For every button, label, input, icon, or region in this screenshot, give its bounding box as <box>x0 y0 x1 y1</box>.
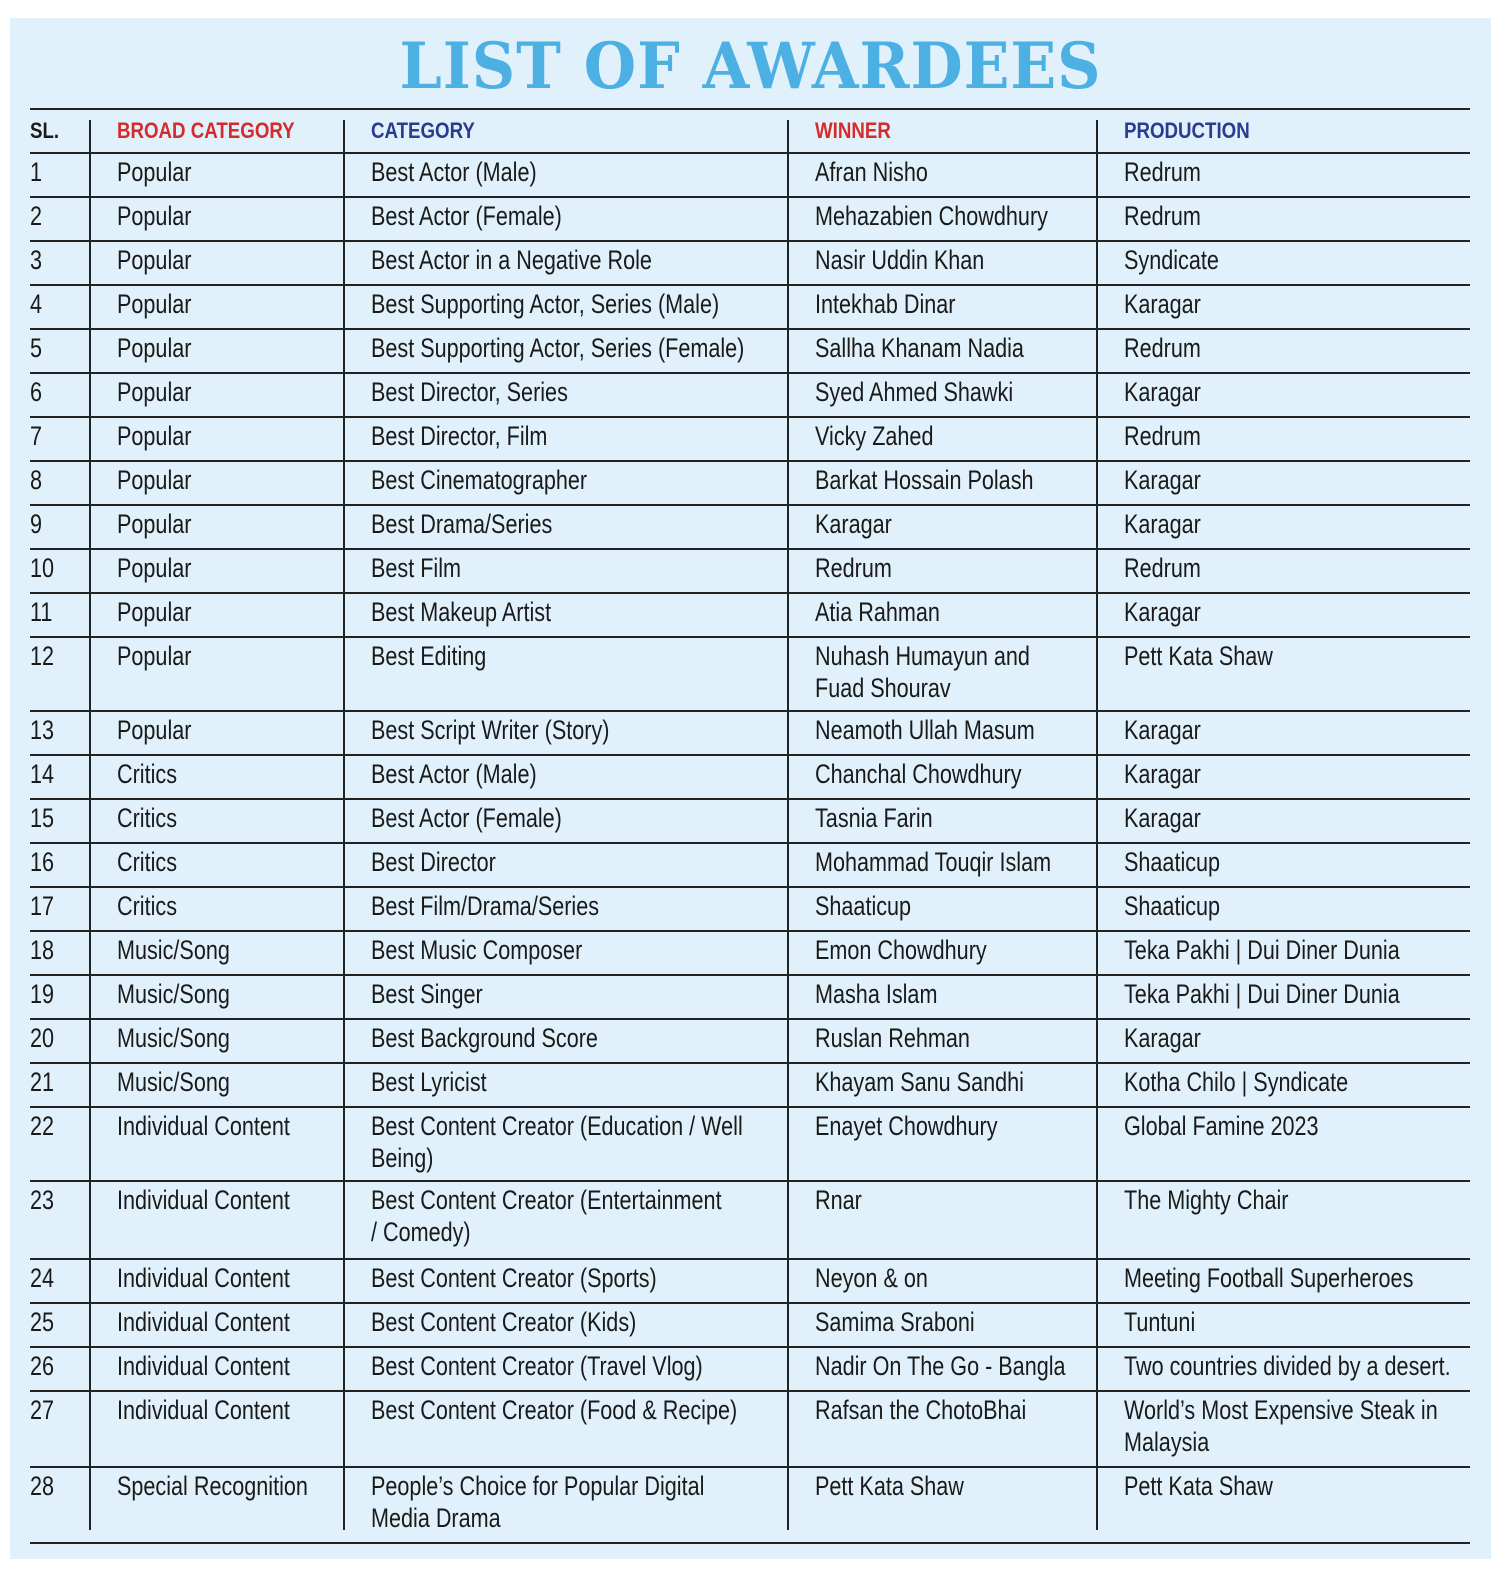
cell-production <box>1124 596 1201 628</box>
cell-category <box>371 376 568 408</box>
cell-production <box>1124 508 1201 540</box>
cell-line: Best Background Score <box>371 1023 598 1053</box>
cell-winner <box>815 464 1034 496</box>
cell-broad: Music/Song <box>117 1067 230 1097</box>
cell-line: Best Actor in a Negative Role <box>371 245 652 275</box>
cell-line: Best Editing <box>371 641 487 671</box>
cell-line: Karagar <box>1124 465 1201 495</box>
table-row <box>30 372 1470 416</box>
cell-winner <box>815 552 892 584</box>
cell-sl: 9 <box>30 509 43 539</box>
cell-production <box>1124 1306 1195 1338</box>
cell-line: Rnar <box>815 1185 862 1215</box>
cell-production <box>1124 714 1201 746</box>
cell-winner <box>815 890 911 922</box>
cell-broad: Popular <box>117 333 192 363</box>
cell-line: Teka Pakhi | Dui Diner Dunia <box>1124 935 1400 965</box>
cell-line: Best Drama/Series <box>371 509 553 539</box>
table-row <box>30 636 1470 710</box>
cell-line: Best Lyricist <box>371 1067 487 1097</box>
cell-line: Best Content Creator (Sports) <box>371 1263 657 1293</box>
cell-production <box>1124 332 1201 364</box>
cell-sl: 23 <box>30 1185 55 1215</box>
cell-broad: Popular <box>117 201 192 231</box>
cell-winner <box>815 200 1048 232</box>
cell-line: Neyon & on <box>815 1263 928 1293</box>
cell-line: Syed Ahmed Shawki <box>815 377 1014 407</box>
cell-production <box>1124 1470 1273 1502</box>
table-row <box>30 460 1470 504</box>
table-row <box>30 1106 1470 1180</box>
header-broad-category: BROAD CATEGORY <box>117 118 295 143</box>
table-row <box>30 1018 1470 1062</box>
cell-category <box>371 596 551 628</box>
cell-line: Syndicate <box>1124 245 1219 275</box>
cell-line: Best Director, Series <box>371 377 568 407</box>
cell-sl: 2 <box>30 201 43 231</box>
cell-line: Best Music Composer <box>371 935 583 965</box>
cell-production <box>1124 420 1201 452</box>
cell-sl: 18 <box>30 935 55 965</box>
cell-line: Redrum <box>1124 421 1201 451</box>
table-row <box>30 842 1470 886</box>
cell-winner <box>815 376 1013 408</box>
cell-sl: 20 <box>30 1023 55 1053</box>
cell-line: / Comedy) <box>371 1217 471 1247</box>
cell-broad: Critics <box>117 847 177 877</box>
cell-production <box>1124 1262 1413 1294</box>
table-row <box>30 240 1470 284</box>
cell-winner <box>815 1110 998 1142</box>
cell-broad: Popular <box>117 421 192 451</box>
cell-sl: 16 <box>30 847 55 877</box>
table-row <box>30 930 1470 974</box>
header-category: CATEGORY <box>371 118 475 143</box>
cell-line: Tuntuni <box>1124 1307 1196 1337</box>
table-row <box>30 1346 1470 1390</box>
cell-line: Malaysia <box>1124 1427 1210 1457</box>
cell-line: Best Actor (Female) <box>371 803 562 833</box>
cell-line: Khayam Sanu Sandhi <box>815 1067 1024 1097</box>
table-row <box>30 974 1470 1018</box>
cell-line: World’s Most Expensive Steak in <box>1124 1395 1438 1425</box>
cell-winner <box>815 420 933 452</box>
cell-broad: Popular <box>117 597 192 627</box>
cell-category <box>371 802 562 834</box>
cell-sl: 25 <box>30 1307 55 1337</box>
cell-production <box>1124 1184 1288 1216</box>
cell-production <box>1124 1066 1348 1098</box>
column-separator <box>787 120 789 1530</box>
cell-winner <box>815 1066 1024 1098</box>
table-row <box>30 1062 1470 1106</box>
cell-line: Global Famine 2023 <box>1124 1111 1319 1141</box>
cell-winner <box>815 978 937 1010</box>
cell-line: Tasnia Farin <box>815 803 933 833</box>
awardees-panel <box>10 18 1491 1559</box>
cell-category <box>371 332 744 364</box>
cell-winner <box>815 288 955 320</box>
cell-production <box>1124 200 1201 232</box>
cell-production <box>1124 376 1201 408</box>
table-row <box>30 754 1470 798</box>
cell-broad: Individual Content <box>117 1351 290 1381</box>
cell-broad: Music/Song <box>117 935 230 965</box>
cell-line: Barkat Hossain Polash <box>815 465 1034 495</box>
cell-line: Redrum <box>1124 553 1201 583</box>
cell-line: Enayet Chowdhury <box>815 1111 998 1141</box>
cell-line: Redrum <box>815 553 892 583</box>
cell-production <box>1124 640 1273 672</box>
cell-production <box>1124 156 1201 188</box>
cell-winner <box>815 1350 1066 1382</box>
cell-sl: 1 <box>30 157 43 187</box>
cell-line: Media Drama <box>371 1503 501 1533</box>
column-separator <box>1096 120 1098 1530</box>
cell-category <box>371 758 537 790</box>
cell-category <box>371 156 537 188</box>
cell-category <box>371 1022 598 1054</box>
header-production: PRODUCTION <box>1124 118 1250 143</box>
cell-line: Best Supporting Actor, Series (Male) <box>371 289 720 319</box>
cell-category <box>371 288 719 320</box>
cell-category <box>371 508 552 540</box>
column-separator <box>89 120 91 1530</box>
cell-sl: 10 <box>30 553 55 583</box>
cell-line: Masha Islam <box>815 979 938 1009</box>
cell-category <box>371 464 587 496</box>
cell-broad: Popular <box>117 553 192 583</box>
cell-sl: 3 <box>30 245 43 275</box>
column-separator <box>343 120 345 1530</box>
cell-production <box>1124 890 1220 922</box>
cell-line: Best Content Creator (Kids) <box>371 1307 637 1337</box>
cell-production <box>1124 934 1400 966</box>
cell-winner <box>815 1184 862 1216</box>
cell-line: Shaaticup <box>815 891 912 921</box>
cell-broad: Popular <box>117 245 192 275</box>
cell-sl: 6 <box>30 377 43 407</box>
cell-line: Karagar <box>1124 715 1201 745</box>
cell-line: Best Film/Drama/Series <box>371 891 600 921</box>
cell-winner <box>815 802 933 834</box>
cell-broad: Individual Content <box>117 1263 290 1293</box>
cell-category <box>371 420 547 452</box>
cell-broad: Popular <box>117 157 192 187</box>
cell-production <box>1124 244 1219 276</box>
cell-sl: 5 <box>30 333 43 363</box>
cell-line: Best Supporting Actor, Series (Female) <box>371 333 745 363</box>
cell-winner <box>815 846 1051 878</box>
cell-category <box>371 1066 487 1098</box>
cell-winner <box>815 156 928 188</box>
cell-line: Samima Sraboni <box>815 1307 975 1337</box>
cell-winner <box>815 714 1035 746</box>
cell-line: Best Actor (Male) <box>371 157 537 187</box>
cell-line: Meeting Football Superheroes <box>1124 1263 1414 1293</box>
table-row <box>30 886 1470 930</box>
cell-sl: 4 <box>30 289 43 319</box>
cell-production <box>1124 1110 1319 1142</box>
cell-line: Neamoth Ullah Masum <box>815 715 1035 745</box>
cell-broad: Individual Content <box>117 1185 290 1215</box>
cell-broad: Music/Song <box>117 979 230 1009</box>
cell-sl: 11 <box>30 597 53 627</box>
table-row <box>30 592 1470 636</box>
table-row <box>30 1258 1470 1302</box>
cell-line: Best Content Creator (Entertainment <box>371 1185 722 1215</box>
cell-broad: Popular <box>117 715 192 745</box>
cell-line: Best Actor (Male) <box>371 759 537 789</box>
table-row <box>30 284 1470 328</box>
cell-line: Best Singer <box>371 979 483 1009</box>
cell-line: Redrum <box>1124 157 1201 187</box>
cell-line: Mehazabien Chowdhury <box>815 201 1048 231</box>
cell-line: Atia Rahman <box>815 597 940 627</box>
cell-category <box>371 1306 636 1338</box>
cell-category <box>371 1110 743 1174</box>
table-row <box>30 1180 1470 1258</box>
cell-line: Best Script Writer (Story) <box>371 715 610 745</box>
cell-line: Karagar <box>1124 803 1201 833</box>
cell-production <box>1124 552 1201 584</box>
cell-line: Intekhab Dinar <box>815 289 956 319</box>
cell-winner <box>815 332 1024 364</box>
cell-line: Afran Nisho <box>815 157 928 187</box>
cell-category <box>371 640 486 672</box>
table-row <box>30 798 1470 842</box>
cell-sl: 15 <box>30 803 55 833</box>
cell-line: Pett Kata Shaw <box>1124 1471 1273 1501</box>
cell-line: Redrum <box>1124 333 1201 363</box>
cell-line: Fuad Shourav <box>815 673 951 703</box>
cell-winner <box>815 1394 1026 1426</box>
cell-broad: Critics <box>117 759 177 789</box>
cell-production <box>1124 464 1201 496</box>
cell-line: The Mighty Chair <box>1124 1185 1289 1215</box>
cell-sl: 14 <box>30 759 55 789</box>
cell-line: Pett Kata Shaw <box>1124 641 1273 671</box>
cell-winner <box>815 1022 970 1054</box>
cell-line: Shaaticup <box>1124 891 1221 921</box>
cell-broad: Special Recognition <box>117 1471 308 1501</box>
cell-sl: 26 <box>30 1351 55 1381</box>
header-sl: SL. <box>30 118 60 143</box>
cell-broad: Individual Content <box>117 1395 290 1425</box>
cell-line: Best Content Creator (Education / Well <box>371 1111 743 1141</box>
cell-line: Nadir On The Go - Bangla <box>815 1351 1066 1381</box>
cell-production <box>1124 1350 1451 1382</box>
cell-line: Karagar <box>1124 509 1201 539</box>
cell-sl: 7 <box>30 421 43 451</box>
cell-sl: 21 <box>30 1067 55 1097</box>
cell-production <box>1124 978 1400 1010</box>
cell-line: Mohammad Touqir Islam <box>815 847 1052 877</box>
table-row <box>30 416 1470 460</box>
table-row <box>30 548 1470 592</box>
cell-line: Best Content Creator (Travel Vlog) <box>371 1351 703 1381</box>
cell-category <box>371 714 609 746</box>
cell-production <box>1124 1022 1201 1054</box>
cell-broad: Popular <box>117 465 192 495</box>
cell-line: Karagar <box>1124 597 1201 627</box>
cell-line: Shaaticup <box>1124 847 1221 877</box>
cell-broad: Critics <box>117 891 177 921</box>
cell-sl: 28 <box>30 1471 55 1501</box>
cell-sl: 27 <box>30 1395 55 1425</box>
cell-sl: 12 <box>30 641 55 671</box>
cell-line: Best Content Creator (Food & Recipe) <box>371 1395 738 1425</box>
table-row <box>30 710 1470 754</box>
cell-line: People’s Choice for Popular Digital <box>371 1471 705 1501</box>
cell-category <box>371 1470 704 1534</box>
cell-winner <box>815 1262 928 1294</box>
cell-broad: Individual Content <box>117 1307 290 1337</box>
cell-broad: Critics <box>117 803 177 833</box>
cell-winner <box>815 640 1030 704</box>
cell-winner <box>815 758 1022 790</box>
cell-winner <box>815 1470 964 1502</box>
cell-line: Ruslan Rehman <box>815 1023 970 1053</box>
cell-broad: Popular <box>117 641 192 671</box>
header-winner: WINNER <box>815 118 891 143</box>
cell-category <box>371 846 496 878</box>
row-rule <box>30 1542 1470 1544</box>
cell-line: Best Film <box>371 553 462 583</box>
cell-line: Rafsan the ChotoBhai <box>815 1395 1027 1425</box>
table-row <box>30 328 1470 372</box>
cell-line: Karagar <box>1124 289 1201 319</box>
cell-broad: Popular <box>117 509 192 539</box>
cell-broad: Popular <box>117 377 192 407</box>
cell-sl: 19 <box>30 979 55 1009</box>
cell-winner <box>815 596 940 628</box>
cell-production <box>1124 802 1201 834</box>
cell-category <box>371 1262 657 1294</box>
cell-line: Redrum <box>1124 201 1201 231</box>
cell-line: Being) <box>371 1143 434 1173</box>
cell-line: Best Actor (Female) <box>371 201 562 231</box>
cell-winner <box>815 244 984 276</box>
cell-category <box>371 552 461 584</box>
cell-production <box>1124 758 1201 790</box>
cell-line: Teka Pakhi | Dui Diner Dunia <box>1124 979 1400 1009</box>
cell-category <box>371 890 599 922</box>
cell-line: Karagar <box>1124 759 1201 789</box>
cell-winner <box>815 934 987 966</box>
table-row <box>30 504 1470 548</box>
cell-production <box>1124 288 1201 320</box>
cell-sl: 17 <box>30 891 55 921</box>
cell-line: Best Director <box>371 847 496 877</box>
cell-winner <box>815 508 892 540</box>
cell-production <box>1124 1394 1438 1458</box>
cell-line: Sallha Khanam Nadia <box>815 333 1024 363</box>
cell-line: Vicky Zahed <box>815 421 934 451</box>
cell-line: Karagar <box>815 509 892 539</box>
cell-category <box>371 1394 737 1426</box>
cell-category <box>371 1350 703 1382</box>
cell-line: Best Director, Film <box>371 421 548 451</box>
table-row <box>30 196 1470 240</box>
cell-line: Nasir Uddin Khan <box>815 245 985 275</box>
table-row <box>30 1302 1470 1346</box>
cell-category <box>371 244 652 276</box>
cell-winner <box>815 1306 975 1338</box>
cell-broad: Popular <box>117 289 192 319</box>
cell-category <box>371 934 582 966</box>
table-header-row <box>30 108 1470 152</box>
cell-line: Karagar <box>1124 1023 1201 1053</box>
cell-line: Nuhash Humayun and <box>815 641 1030 671</box>
cell-line: Chanchal Chowdhury <box>815 759 1022 789</box>
cell-category <box>371 978 483 1010</box>
cell-sl: 22 <box>30 1111 55 1141</box>
cell-sl: 8 <box>30 465 43 495</box>
cell-production <box>1124 846 1220 878</box>
table-row <box>30 152 1470 196</box>
cell-line: Kotha Chilo | Syndicate <box>1124 1067 1349 1097</box>
cell-category <box>371 1184 722 1248</box>
cell-line: Two countries divided by a desert. <box>1124 1351 1451 1381</box>
table-row <box>30 1390 1470 1466</box>
page-title: LIST OF AWARDEES <box>399 29 1102 104</box>
cell-line: Pett Kata Shaw <box>815 1471 964 1501</box>
table-row <box>30 1466 1470 1542</box>
cell-broad: Individual Content <box>117 1111 290 1141</box>
cell-line: Best Cinematographer <box>371 465 588 495</box>
cell-line: Emon Chowdhury <box>815 935 987 965</box>
cell-category <box>371 200 562 232</box>
cell-broad: Music/Song <box>117 1023 230 1053</box>
cell-sl: 13 <box>30 715 55 745</box>
cell-line: Best Makeup Artist <box>371 597 552 627</box>
cell-line: Karagar <box>1124 377 1201 407</box>
cell-sl: 24 <box>30 1263 55 1293</box>
